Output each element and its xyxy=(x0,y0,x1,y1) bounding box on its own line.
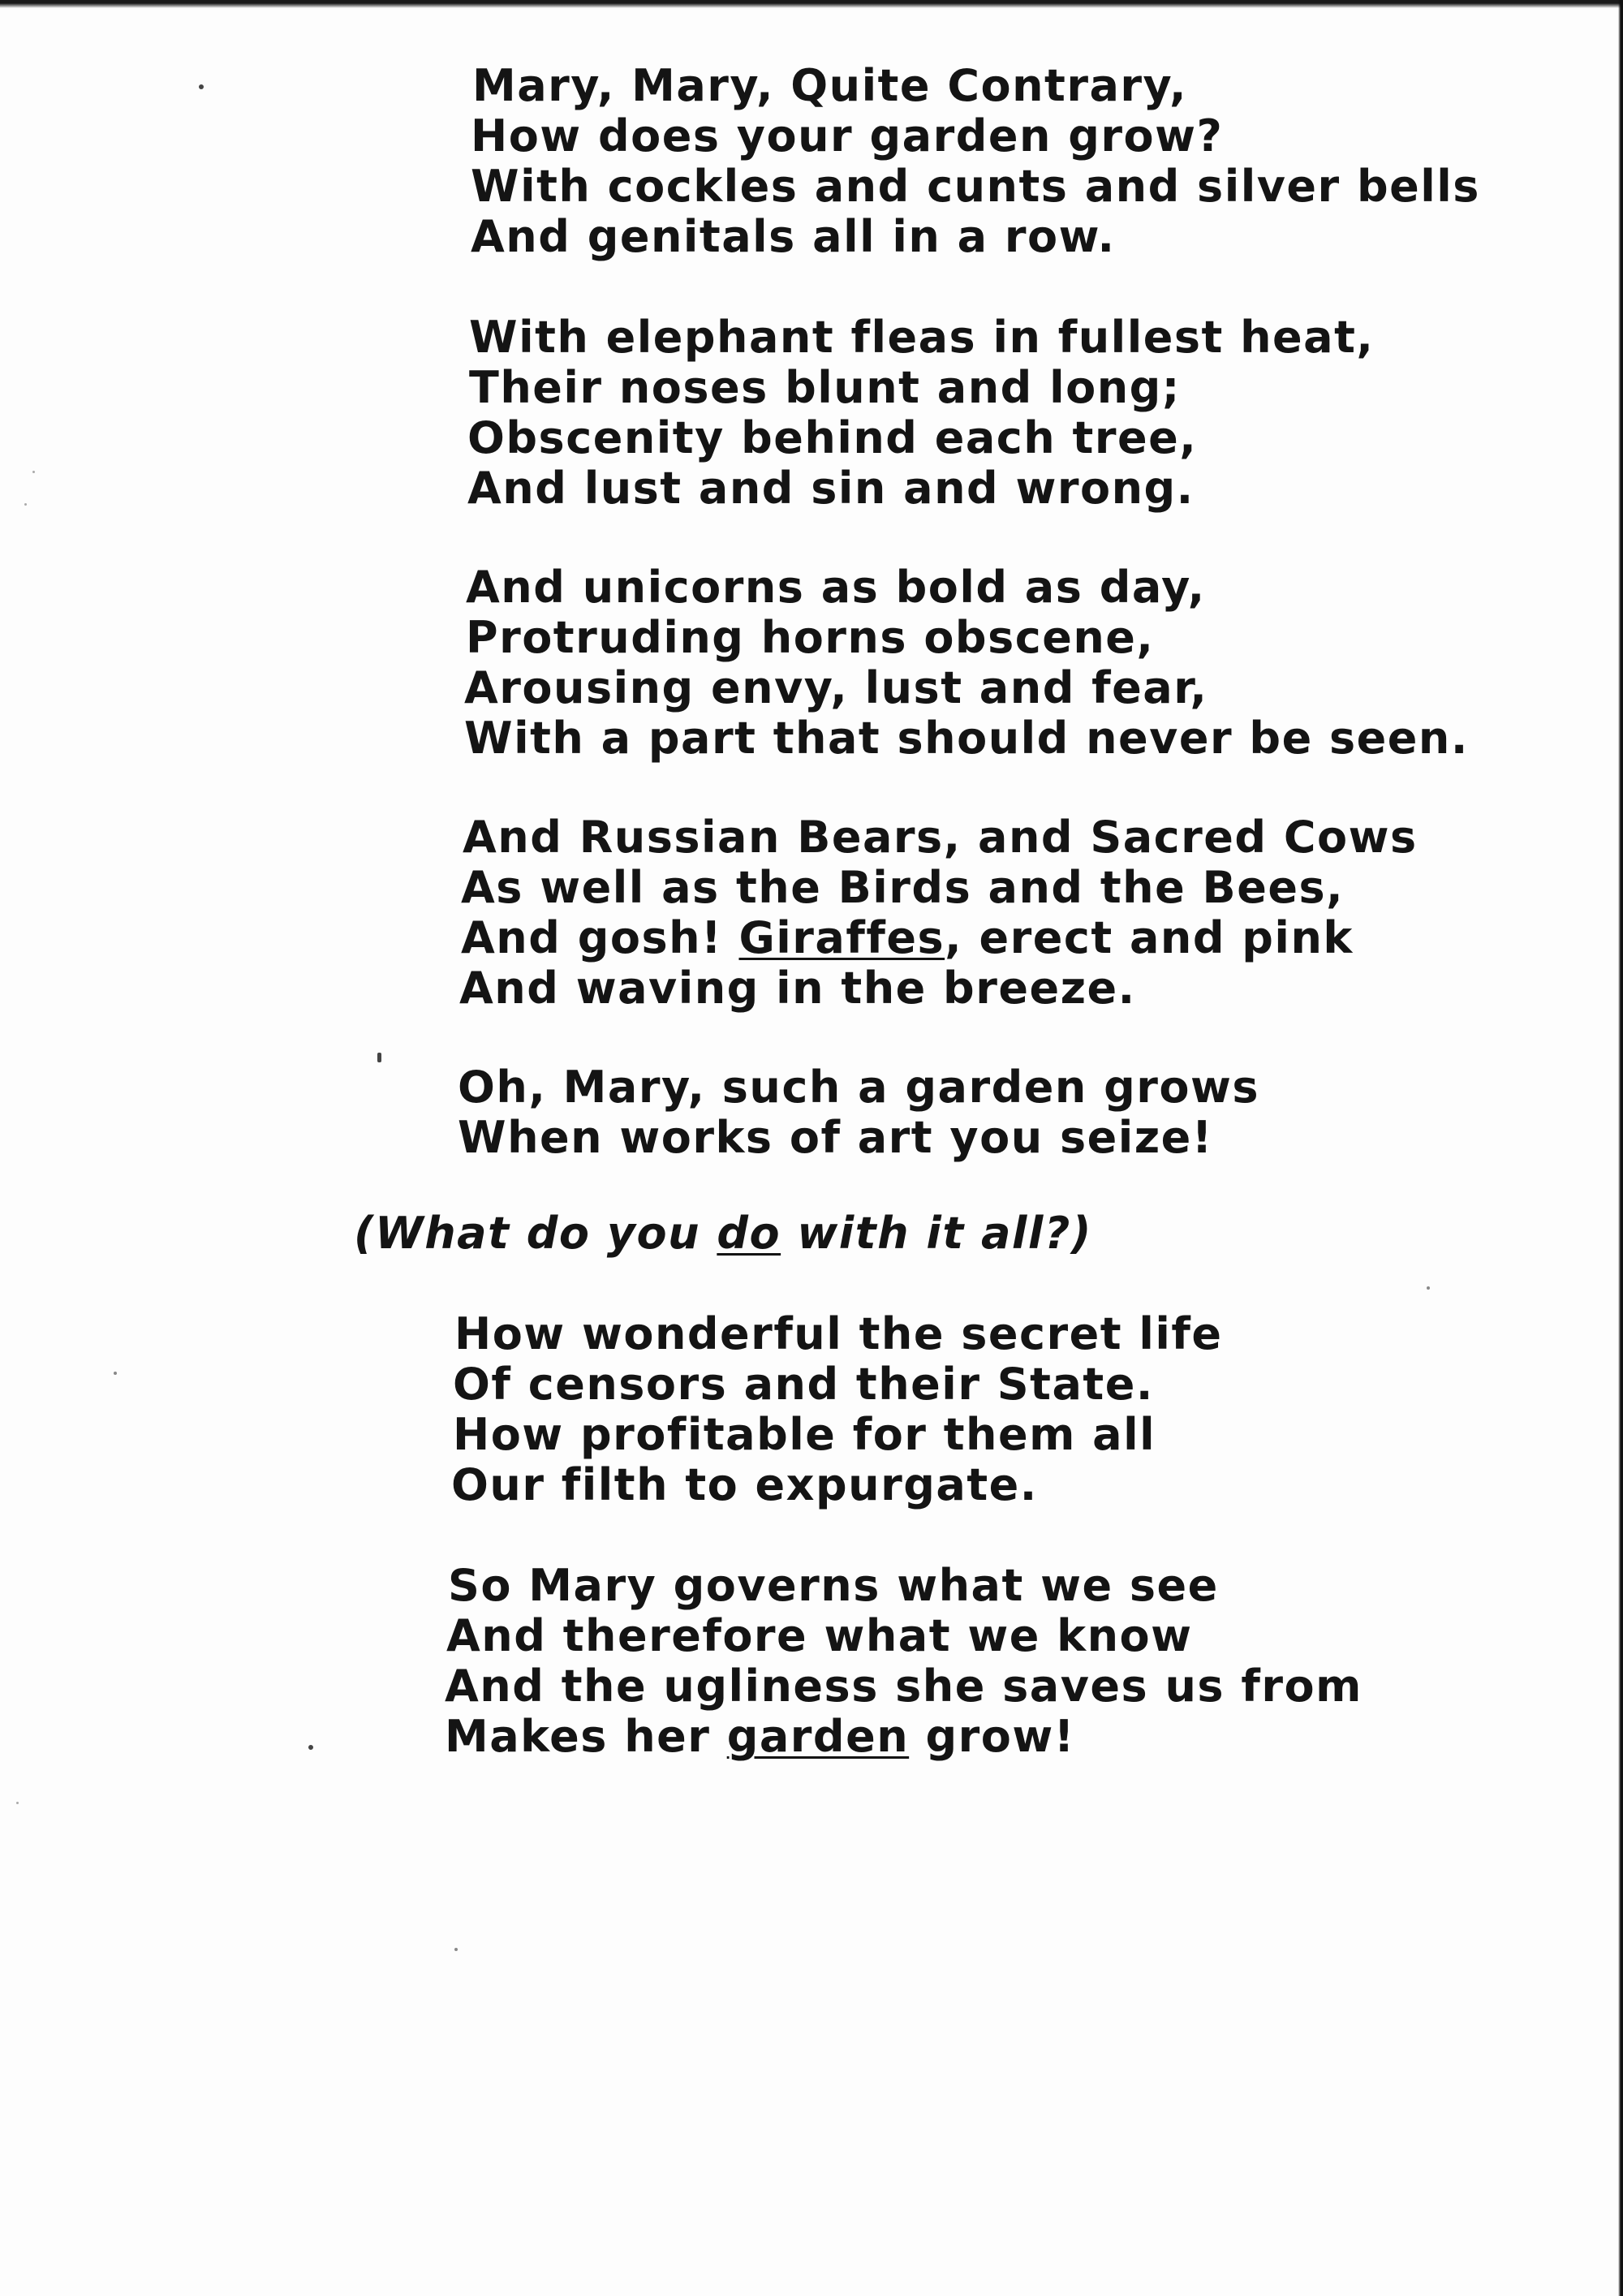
poem-line: And the ugliness she saves us from xyxy=(445,1661,1363,1712)
underlined-word: do xyxy=(717,1208,781,1259)
poem-line: With a part that should never be seen. xyxy=(464,713,1469,764)
poem-line: Arousing envy, lust and fear, xyxy=(464,662,1208,713)
poem-line: Obscenity behind each tree, xyxy=(467,412,1198,463)
poem-line: Their noses blunt and long; xyxy=(469,362,1181,413)
poem-line: And Russian Bears, and Sacred Cows xyxy=(463,812,1418,863)
poem-line: How wonderful the secret life xyxy=(454,1308,1223,1359)
poem-aside xyxy=(354,1209,1092,1258)
poem-line: And genitals all in a row. xyxy=(471,211,1116,262)
poem-line: Of censors and their State. xyxy=(453,1359,1154,1410)
poem-line xyxy=(445,1712,1075,1761)
underlined-word: garden xyxy=(726,1711,910,1762)
poem-line: How profitable for them all xyxy=(453,1409,1156,1460)
poem-line: Mary, Mary, Quite Contrary, xyxy=(472,60,1188,111)
poem-line: Oh, Mary, such a garden grows xyxy=(458,1062,1260,1113)
poem-line-part: Makes her xyxy=(445,1711,727,1762)
poem-line: When works of art you seize! xyxy=(458,1112,1213,1163)
poem-aside-part: with it all?) xyxy=(781,1208,1092,1259)
poem-line: With cockles and cunts and silver bells xyxy=(471,161,1480,212)
poem-line: And therefore what we know xyxy=(446,1610,1193,1661)
poem-line: And waving in the breeze. xyxy=(459,963,1136,1014)
poem-line: How does your garden grow? xyxy=(471,110,1224,162)
poem-line: So Mary governs what we see xyxy=(448,1560,1219,1611)
poem-line-part: grow! xyxy=(909,1711,1075,1762)
poem-line xyxy=(461,914,1354,963)
poem-line: And unicorns as bold as day, xyxy=(466,562,1206,613)
poem-line: Protruding horns obscene, xyxy=(466,612,1155,663)
poem-aside-part: (What do you xyxy=(354,1208,717,1259)
poem-line: And lust and sin and wrong. xyxy=(467,463,1195,514)
poem-line-part: , erect and pink xyxy=(945,912,1354,963)
underlined-word: Giraffes xyxy=(738,912,945,963)
poem-line: As well as the Birds and the Bees, xyxy=(461,862,1345,913)
poem-line: With elephant fleas in fullest heat, xyxy=(469,312,1375,363)
poem-line-part: And gosh! xyxy=(461,912,739,963)
poem-line: Our filth to expurgate. xyxy=(451,1459,1038,1510)
